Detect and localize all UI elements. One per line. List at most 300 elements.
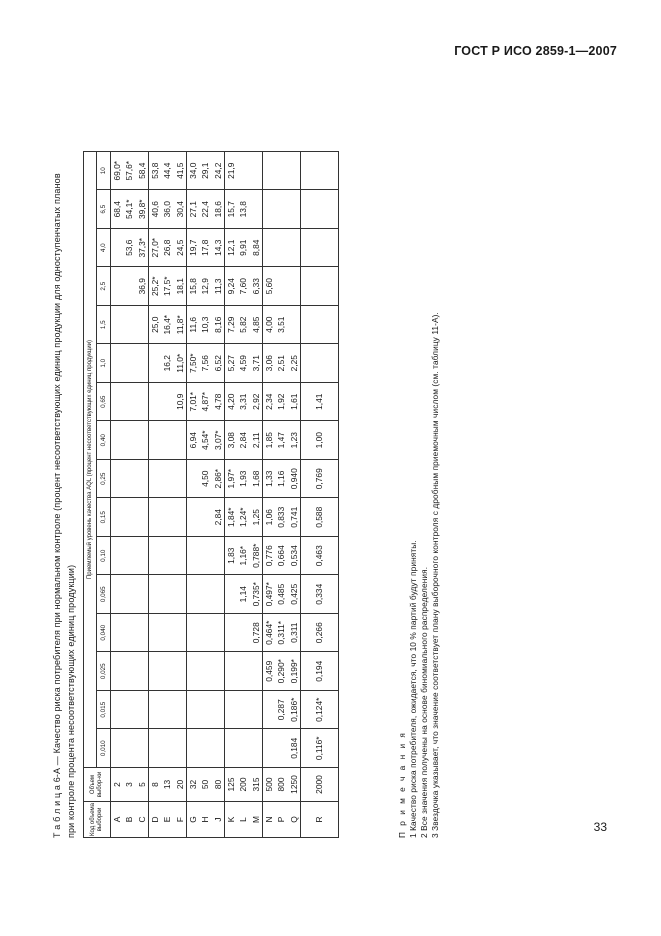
quality-value (288, 191, 300, 229)
quality-value: 9,24 (226, 278, 236, 295)
value-cell (111, 691, 149, 730)
quality-value: 10,9 (174, 393, 185, 410)
sample-code: B (124, 816, 135, 823)
quality-value (225, 653, 237, 691)
quality-value (288, 268, 300, 306)
sample-size-cell (187, 768, 225, 802)
quality-value (187, 730, 199, 768)
value-cell (187, 190, 225, 229)
value-cell (149, 691, 187, 730)
value-cell (225, 575, 263, 614)
quality-value: 34,0 (188, 162, 198, 179)
sample-code: G (188, 816, 198, 823)
value-cell (187, 383, 225, 422)
quality-value (187, 576, 199, 614)
quality-value (174, 422, 186, 460)
quality-value: 16,2 (162, 355, 173, 372)
quality-value: 8,16 (212, 316, 223, 333)
quality-value: 0,788* (250, 543, 261, 568)
quality-value: 22,4 (200, 201, 211, 218)
value-cell (301, 614, 339, 653)
quality-value: 24,5 (174, 239, 185, 256)
quality-value (237, 653, 249, 691)
quality-value (161, 691, 173, 729)
quality-value (199, 653, 211, 691)
value-cell (301, 498, 339, 537)
value-cell (149, 575, 187, 614)
quality-value: 41,5 (174, 162, 185, 179)
quality-value (111, 537, 123, 575)
document-code: ГОСТ Р ИСО 2859-1—2007 (454, 44, 617, 58)
quality-value (123, 422, 135, 460)
quality-value: 0,186* (288, 697, 299, 722)
quality-value: 3,07* (212, 430, 223, 451)
quality-value (161, 576, 173, 614)
value-cell (263, 498, 301, 537)
quality-value (212, 614, 224, 652)
value-cell (111, 383, 149, 422)
value-cell (111, 614, 149, 653)
quality-value (123, 537, 135, 575)
quality-value (123, 691, 135, 729)
table-row (149, 152, 187, 838)
quality-value (123, 653, 135, 691)
quality-value (225, 691, 237, 729)
quality-value: 1,16* (238, 545, 249, 566)
aql-value: 0,15 (97, 498, 111, 537)
value-cell (225, 729, 263, 768)
quality-value: 53,6 (124, 239, 135, 256)
quality-value: 1,61 (288, 393, 299, 410)
value-cell (149, 421, 187, 460)
sample-code: R (314, 816, 325, 823)
quality-value: 1,33 (264, 470, 274, 487)
quality-value (174, 576, 186, 614)
quality-value: 1,25 (250, 509, 261, 526)
quality-value: 27,0* (150, 237, 160, 258)
quality-value (136, 499, 148, 537)
quality-value (199, 499, 211, 537)
aql-value: 0,10 (97, 537, 111, 576)
quality-value (288, 306, 300, 344)
quality-value (263, 691, 275, 729)
quality-value: 1,14 (238, 586, 249, 603)
quality-value: 17,8 (200, 239, 211, 256)
quality-value (263, 229, 275, 267)
aql-value: 0,65 (97, 383, 111, 422)
quality-value: 0,735* (250, 582, 261, 607)
sample-code: A (112, 816, 122, 823)
sample-code: E (162, 816, 173, 823)
value-cell (263, 190, 301, 229)
quality-value: 1,93 (238, 470, 249, 487)
quality-value (187, 653, 199, 691)
value-cell (301, 421, 339, 460)
quality-value (161, 460, 173, 498)
quality-value: 7,60 (238, 278, 249, 295)
quality-value (123, 614, 135, 652)
sample-code: K (226, 816, 236, 823)
quality-value (250, 653, 262, 691)
value-cell (149, 152, 187, 191)
quality-value: 21,9 (226, 162, 236, 179)
quality-value (199, 730, 211, 768)
quality-value (263, 191, 275, 229)
quality-value (136, 730, 148, 768)
quality-value: 5,60 (264, 278, 274, 295)
quality-value: 1,92 (276, 393, 287, 410)
sample-size: 32 (188, 779, 198, 790)
value-cell (149, 460, 187, 499)
value-cell (225, 460, 263, 499)
sample-code-cell (225, 802, 263, 838)
value-cell (263, 575, 301, 614)
quality-value: 2,86* (212, 468, 223, 489)
quality-value: 2,34 (264, 393, 274, 410)
value-cell (301, 460, 339, 499)
quality-value: 0,776 (264, 545, 274, 567)
quality-value (263, 152, 275, 190)
quality-value (136, 537, 148, 575)
header-row (84, 152, 97, 838)
value-cell (187, 729, 225, 768)
quality-value (275, 730, 287, 768)
value-cell (263, 537, 301, 576)
quality-value: 13,8 (238, 201, 249, 218)
quality-value: 2,84 (212, 509, 223, 526)
quality-value: 0,464* (264, 620, 274, 645)
quality-value (174, 460, 186, 498)
value-cell (149, 344, 187, 383)
value-cell (187, 652, 225, 691)
sample-size: 80 (212, 779, 223, 790)
quality-value (275, 152, 287, 190)
aql-value: 0,010 (97, 729, 111, 768)
quality-value: 4,54* (200, 430, 211, 451)
quality-value (123, 576, 135, 614)
quality-value (174, 691, 186, 729)
table-row (301, 152, 339, 838)
value-cell (149, 537, 187, 576)
quality-value: 37,3* (136, 237, 147, 258)
quality-value (275, 191, 287, 229)
caption-line-1: Т а б л и ц а 6-А — Качество риска потребителя при нормальном контроле (процент несоответствующих единиц продукции для одноступенчатых планов (52, 173, 62, 838)
quality-value: 25,2* (150, 276, 160, 297)
sample-size: 13 (162, 779, 173, 790)
quality-value (212, 576, 224, 614)
quality-value (161, 537, 173, 575)
value-cell (225, 652, 263, 691)
aql-value: 0,025 (97, 652, 111, 691)
table-caption (50, 102, 78, 838)
quality-value (237, 730, 249, 768)
sample-size: 2000 (314, 775, 325, 794)
quality-value: 0,534 (288, 545, 299, 567)
quality-value: 3,06 (264, 355, 274, 372)
quality-value (149, 345, 161, 383)
value-cell (263, 383, 301, 422)
quality-value: 0,588 (314, 506, 325, 528)
sample-code: P (276, 816, 287, 823)
value-cell (149, 383, 187, 422)
quality-value: 4,50 (200, 470, 211, 487)
quality-value (212, 537, 224, 575)
quality-value: 57,6* (124, 160, 135, 181)
quality-value (199, 614, 211, 652)
value-cell (301, 306, 339, 345)
table-row (111, 152, 149, 838)
quality-value (313, 191, 325, 229)
value-cell (301, 267, 339, 306)
quality-value: 0,334 (314, 583, 325, 605)
page-number: 33 (593, 820, 607, 834)
quality-value: 0,459 (264, 660, 274, 682)
quality-value (136, 653, 148, 691)
value-cell (301, 229, 339, 268)
quality-value: 11,0* (174, 353, 185, 373)
quality-value: 0,287 (276, 699, 287, 721)
value-cell (263, 306, 301, 345)
value-cell (111, 652, 149, 691)
value-cell (111, 498, 149, 537)
sample-code: N (264, 816, 274, 823)
quality-value: 18,1 (174, 278, 185, 295)
quality-value (161, 422, 173, 460)
quality-value (250, 691, 262, 729)
value-cell (263, 267, 301, 306)
quality-value (250, 730, 262, 768)
quality-value (174, 653, 186, 691)
sample-code: F (174, 816, 185, 823)
quality-value: 27,1 (188, 201, 198, 218)
caption-line-2: при контроле процента несоответствующих единиц продукции) (66, 564, 76, 838)
quality-value (174, 537, 186, 575)
value-cell (187, 306, 225, 345)
sample-code-cell (187, 802, 225, 838)
quality-value: 1,84* (226, 507, 236, 528)
quality-value: 0,311* (276, 620, 287, 645)
value-cell (111, 306, 149, 345)
aql-value: 0,015 (97, 691, 111, 730)
quality-value (123, 306, 135, 344)
quality-value (212, 730, 224, 768)
value-cell (263, 229, 301, 268)
sample-size: 5 (136, 782, 147, 787)
quality-value (111, 460, 123, 498)
quality-value (250, 152, 262, 190)
sample-size: 2 (112, 782, 122, 787)
quality-value (187, 537, 199, 575)
value-cell (111, 729, 149, 768)
value-cell (225, 383, 263, 422)
quality-value (212, 691, 224, 729)
quality-value (313, 229, 325, 267)
quality-value (237, 614, 249, 652)
quality-value: 18,6 (212, 201, 223, 218)
value-cell (301, 190, 339, 229)
value-cell (187, 498, 225, 537)
sample-code: M (250, 816, 261, 823)
quality-value (275, 268, 287, 306)
quality-value: 1,23 (288, 432, 299, 449)
value-cell (187, 267, 225, 306)
quality-value (123, 730, 135, 768)
quality-value (111, 576, 123, 614)
quality-value: 1,68 (250, 470, 261, 487)
quality-value: 6,94 (188, 432, 198, 449)
quality-value (136, 576, 148, 614)
quality-value: 5,82 (238, 316, 249, 333)
value-cell (301, 652, 339, 691)
value-cell (149, 229, 187, 268)
value-cell (263, 152, 301, 191)
value-cell (187, 691, 225, 730)
quality-value (123, 460, 135, 498)
quality-value (149, 383, 161, 421)
value-cell (111, 575, 149, 614)
col-header-code: Код объема выборки (84, 802, 111, 838)
quality-value: 8,84 (250, 239, 261, 256)
quality-value (225, 614, 237, 652)
aql-value: 1,0 (97, 344, 111, 383)
quality-value: 11,8* (174, 315, 185, 335)
quality-value: 1,00 (314, 432, 325, 449)
value-cell (301, 383, 339, 422)
value-cell (263, 652, 301, 691)
quality-value: 68,4 (112, 201, 122, 218)
quality-value: 3,08 (226, 432, 236, 449)
sample-size-cell (263, 768, 301, 802)
value-cell (225, 267, 263, 306)
quality-value (187, 460, 199, 498)
quality-value (161, 730, 173, 768)
value-cell (187, 614, 225, 653)
quality-value: 15,7 (226, 201, 236, 218)
quality-value: 0,485 (276, 583, 287, 605)
quality-value (123, 345, 135, 383)
quality-value: 39,8* (136, 199, 147, 220)
value-cell (225, 421, 263, 460)
aql-value: 0,065 (97, 575, 111, 614)
quality-value (111, 653, 123, 691)
quality-value: 6,33 (250, 278, 261, 295)
quality-value (111, 345, 123, 383)
quality-value (123, 268, 135, 306)
quality-value: 0,199* (288, 659, 299, 684)
quality-value (275, 229, 287, 267)
value-cell (111, 152, 149, 191)
quality-value (136, 460, 148, 498)
quality-value (199, 537, 211, 575)
quality-value (237, 691, 249, 729)
sample-size: 20 (174, 779, 185, 790)
quality-value: 0,116* (314, 736, 325, 761)
value-cell (301, 537, 339, 576)
value-cell (187, 152, 225, 191)
value-cell (263, 460, 301, 499)
quality-value (187, 499, 199, 537)
quality-value: 0,833 (276, 506, 287, 528)
quality-value: 1,06 (264, 509, 274, 526)
sample-size-cell (301, 768, 339, 802)
value-cell (149, 498, 187, 537)
table-notes (397, 312, 441, 838)
quality-value: 3,51 (276, 316, 287, 333)
quality-value: 1,97* (226, 468, 236, 489)
sample-size: 500 (264, 777, 274, 792)
quality-value: 0,184 (288, 737, 299, 759)
quality-value (111, 268, 123, 306)
value-cell (225, 229, 263, 268)
quality-value: 0,425 (288, 583, 299, 605)
quality-value: 3,31 (238, 393, 249, 410)
quality-value: 4,59 (238, 355, 249, 372)
quality-value: 0,463 (314, 545, 325, 567)
quality-value: 0,728 (250, 622, 261, 644)
quality-value: 7,56 (200, 355, 211, 372)
quality-value (187, 691, 199, 729)
quality-value (174, 730, 186, 768)
sample-size: 800 (276, 777, 287, 792)
value-cell (225, 691, 263, 730)
sample-code: Q (288, 816, 299, 823)
sample-size-cell (225, 768, 263, 802)
aql-header: Приемлемый уровень качества AQL (процент несоответствующих единиц продукции) (84, 152, 97, 768)
quality-value (313, 345, 325, 383)
consumer-risk-table (83, 151, 339, 838)
value-cell (187, 421, 225, 460)
quality-value: 1,47 (276, 432, 287, 449)
value-cell (263, 421, 301, 460)
value-cell (111, 344, 149, 383)
quality-value: 14,3 (212, 239, 223, 256)
table-row (263, 152, 301, 838)
sample-size-cell (149, 768, 187, 802)
quality-value (111, 306, 123, 344)
quality-value: 25,0 (150, 316, 160, 333)
sample-size: 125 (226, 777, 236, 792)
sample-size: 50 (200, 779, 211, 790)
sample-code-cell (301, 802, 339, 838)
quality-value (199, 691, 211, 729)
quality-value: 7,29 (226, 316, 236, 333)
quality-value (263, 730, 275, 768)
value-cell (225, 614, 263, 653)
quality-value: 11,3 (212, 278, 223, 295)
value-cell (225, 498, 263, 537)
quality-value: 30,4 (174, 201, 185, 218)
quality-value (149, 691, 161, 729)
aql-value: 10 (97, 152, 111, 191)
quality-value: 29,1 (200, 162, 211, 179)
quality-value: 4,78 (212, 393, 223, 410)
value-cell (301, 729, 339, 768)
quality-value (288, 229, 300, 267)
quality-value: 24,2 (212, 162, 223, 179)
quality-value (237, 152, 249, 190)
sample-size: 1250 (288, 775, 299, 794)
note-3: 3 Звездочка указывает, что значение соответствует плану выборочного контроля с дробным приемочным числом (см. таблицу 11-А). (430, 312, 440, 838)
quality-value: 36,9 (136, 278, 147, 295)
quality-value (149, 653, 161, 691)
quality-value: 4,20 (226, 393, 236, 410)
sample-code-cell (149, 802, 187, 838)
quality-value: 2,84 (238, 432, 249, 449)
quality-value: 1,24* (238, 507, 249, 528)
value-cell (301, 152, 339, 191)
value-cell (111, 267, 149, 306)
aql-value: 2,5 (97, 267, 111, 306)
